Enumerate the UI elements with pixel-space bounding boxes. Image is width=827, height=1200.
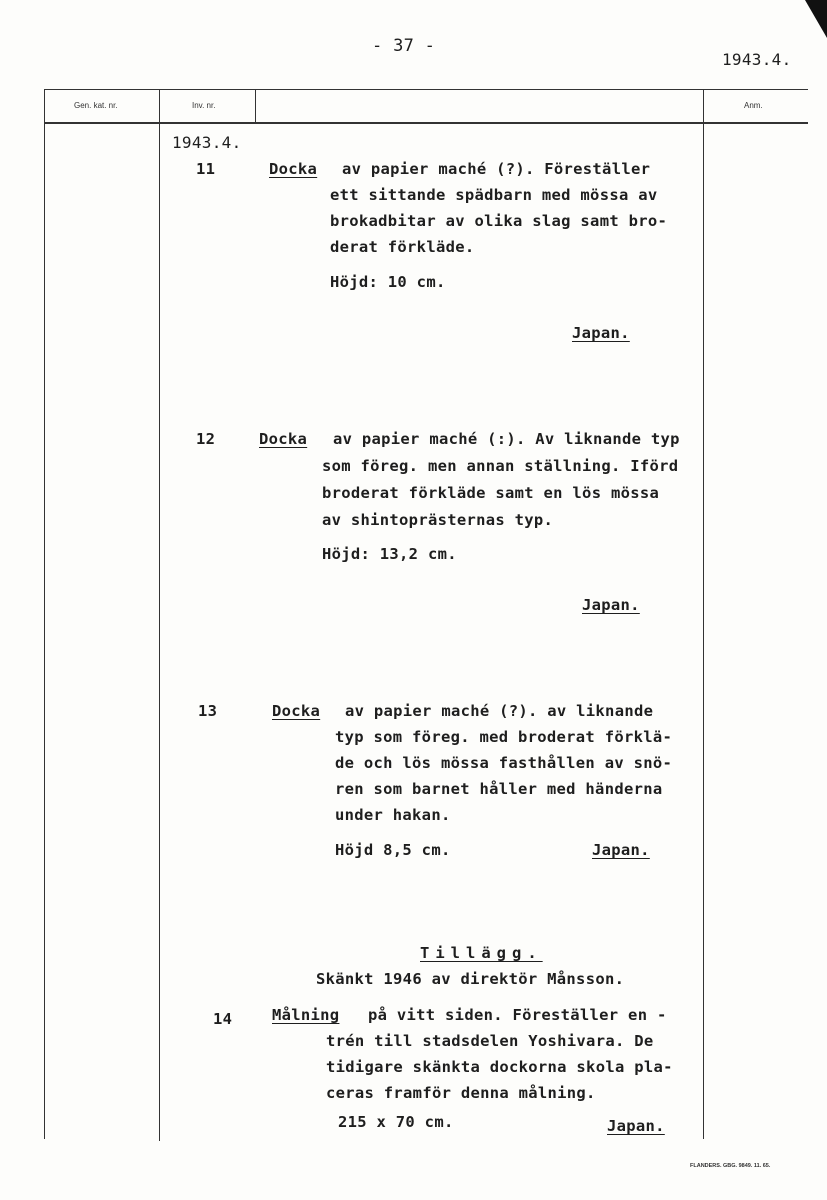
entry-line: av papier maché (?). Föreställer [342, 160, 651, 178]
supplement-donation: Skänkt 1946 av direktör Månsson. [316, 970, 625, 988]
header-gen-kat-nr: Gen. kat. nr. [74, 101, 118, 110]
entry-line: under hakan. [335, 806, 451, 824]
column-divider-inv-text [255, 89, 256, 124]
entry-line: brokadbitar av olika slag samt bro- [330, 212, 668, 230]
entry-height: Höjd 8,5 cm. [335, 841, 451, 859]
entry-origin: Japan. [592, 841, 650, 859]
printer-mark: FLANDERS. GBG. 9849. 11. 65. [690, 1163, 771, 1169]
entry-number: 14 [213, 1010, 233, 1028]
column-divider-text-anm [703, 89, 704, 1139]
entry-line: trén till stadsdelen Yoshivara. De [326, 1032, 654, 1050]
header-inv-nr: Inv. nr. [192, 101, 216, 110]
entry-origin: Japan. [607, 1117, 665, 1135]
entry-line: broderat förkläde samt en lös mössa [322, 484, 660, 502]
corner-mark [805, 0, 827, 38]
entry-line: ett sittande spädbarn med mössa av [330, 186, 658, 204]
entry-height: Höjd: 13,2 cm. [322, 545, 457, 563]
entry-line: derat förkläde. [330, 238, 475, 256]
entry-line: som föreg. men annan ställning. Iförd [322, 457, 679, 475]
entry-line: de och lös mössa fasthållen av snö- [335, 754, 673, 772]
entry-number: 13 [198, 702, 218, 720]
column-divider-gen-inv [159, 89, 160, 1141]
year-reference: 1943.4. [722, 50, 792, 69]
entry-keyword: Målning [272, 1006, 340, 1024]
entry-line: tidigare skänkta dockorna skola pla- [326, 1058, 673, 1076]
page-number: - 37 - [372, 36, 436, 56]
entry-number: 12 [196, 430, 216, 448]
entry-keyword: Docka [259, 430, 308, 448]
entry-line: på vitt siden. Föreställer en - [368, 1006, 667, 1024]
entry-line: av shintoprästernas typ. [322, 511, 554, 529]
supplement-title: Tillägg. [420, 944, 543, 962]
header-anm: Anm. [744, 101, 763, 110]
entry-origin: Japan. [572, 324, 630, 342]
entry-line: av papier maché (?). av liknande [345, 702, 654, 720]
entry-height: Höjd: 10 cm. [330, 273, 446, 291]
column-divider-left-edge [44, 89, 45, 1139]
entry-keyword: Docka [269, 160, 318, 178]
entry-size: 215 x 70 cm. [338, 1113, 454, 1131]
inventory-prefix: 1943.4. [172, 133, 242, 152]
entry-origin: Japan. [582, 596, 640, 614]
entry-line: typ som föreg. med broderat förklä- [335, 728, 673, 746]
entry-line: ceras framför denna målning. [326, 1084, 596, 1102]
entry-line: ren som barnet håller med händerna [335, 780, 663, 798]
entry-line: av papier maché (:). Av liknande typ [333, 430, 680, 448]
entry-number: 11 [196, 160, 216, 178]
entry-keyword: Docka [272, 702, 321, 720]
